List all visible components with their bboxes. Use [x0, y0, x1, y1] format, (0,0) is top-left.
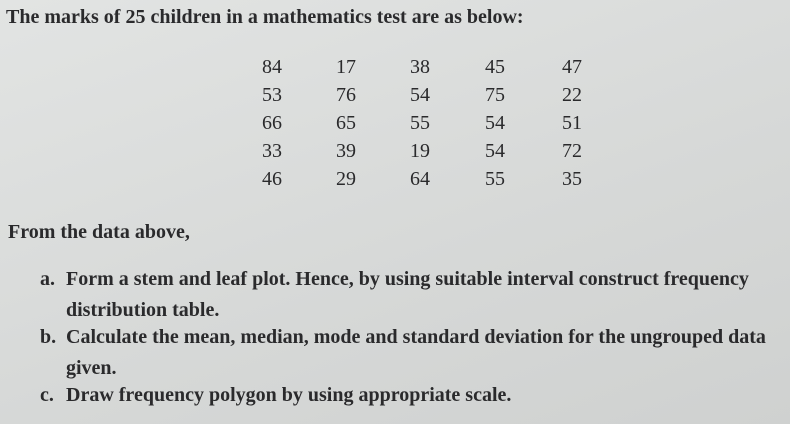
- question-a: [40, 264, 780, 326]
- question-text-cont: given.: [66, 357, 117, 379]
- mark-value: 66: [262, 112, 282, 134]
- mark-value: 38: [410, 56, 430, 78]
- question-text: Draw frequency polygon by using appropriate scale.: [66, 384, 512, 406]
- mark-value: 65: [336, 112, 356, 134]
- mark-value: 84: [262, 56, 282, 78]
- mark-value: 19: [410, 140, 430, 162]
- mark-value: 72: [562, 140, 582, 162]
- question-label: c.: [40, 384, 54, 406]
- mark-value: 53: [262, 84, 282, 106]
- mark-value: 51: [562, 112, 582, 134]
- mark-value: 45: [485, 56, 505, 78]
- mark-value: 39: [336, 140, 356, 162]
- mark-value: 33: [262, 140, 282, 162]
- mark-value: 22: [562, 84, 582, 106]
- question-label: b.: [40, 326, 57, 348]
- question-c: [40, 380, 780, 411]
- mark-value: 17: [336, 56, 356, 78]
- question-label: a.: [40, 268, 55, 290]
- mark-value: 47: [562, 56, 582, 78]
- intro-text: From the data above,: [8, 221, 190, 243]
- mark-value: 64: [410, 168, 430, 190]
- mark-value: 55: [410, 112, 430, 134]
- question-text-cont: distribution table.: [66, 299, 220, 321]
- mark-value: 55: [485, 168, 505, 190]
- mark-value: 76: [336, 84, 356, 106]
- mark-value: 46: [262, 168, 282, 190]
- question-text: Calculate the mean, median, mode and standard deviation for the ungrouped data: [66, 326, 766, 348]
- mark-value: 75: [485, 84, 505, 106]
- mark-value: 54: [410, 84, 430, 106]
- mark-value: 54: [485, 112, 505, 134]
- question-b: [40, 322, 780, 384]
- problem-title: The marks of 25 children in a mathematics test are as below:: [6, 6, 524, 28]
- marks-table: [262, 56, 602, 190]
- mark-value: 29: [336, 168, 356, 190]
- mark-value: 54: [485, 140, 505, 162]
- question-text: Form a stem and leaf plot. Hence, by using suitable interval construct frequency: [66, 268, 749, 290]
- mark-value: 35: [562, 168, 582, 190]
